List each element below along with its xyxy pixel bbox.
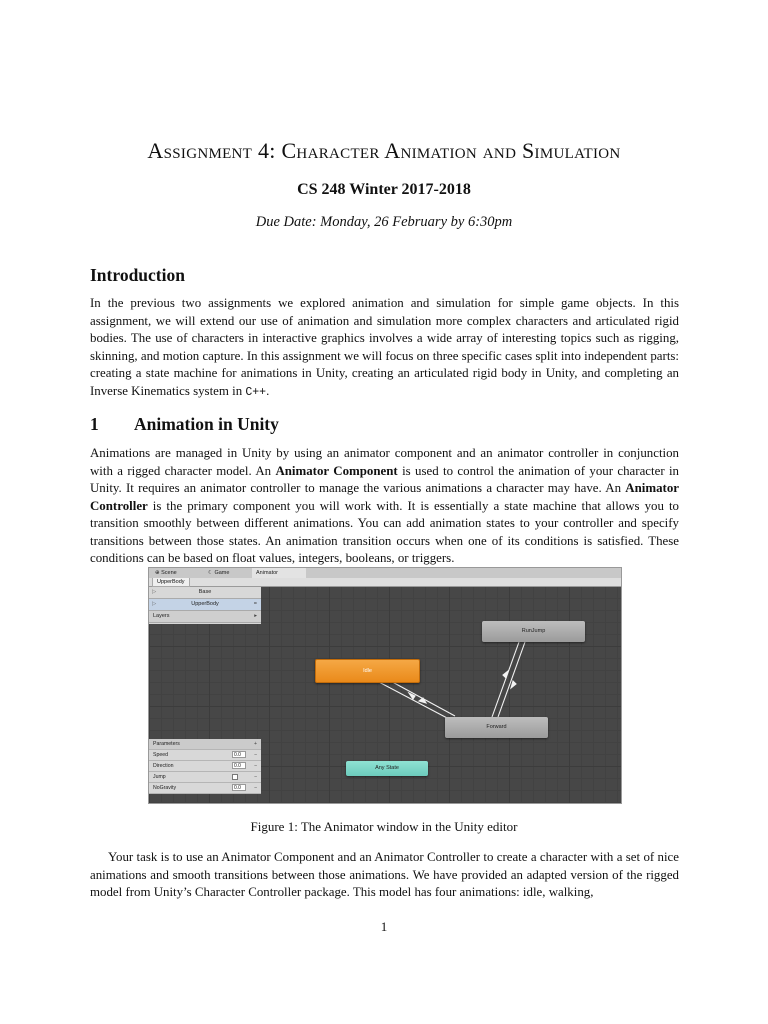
remove-parameter-icon[interactable]: − [253,774,257,780]
arrow-head-icon [419,698,426,703]
arrow-head-icon [503,671,508,678]
layer-label: UpperBody [191,601,219,607]
remove-parameter-icon[interactable]: − [253,763,257,769]
transition-runjump-forward [498,642,525,717]
remove-parameter-icon[interactable]: − [253,752,257,758]
chevron-right-icon: ▷ [152,589,157,595]
section-paragraph [90,445,679,568]
parameter-value-field[interactable]: 0.0 [232,784,246,791]
intro-text-end: . [266,383,270,398]
course-subtitle: CS 248 Winter 2017-2018 [297,181,471,198]
task-paragraph: Your task is to use an Animator Component and an Animator Controller to create a character with a set of nice animations and smooth transitions between those animations. We have provided an adapted version of the rigged model from Unity’s Character Controller package. This model has four animations: idle, walking, [90,850,679,899]
inline-code: C++ [245,385,267,399]
section-number: 1 [90,414,99,434]
parameter-name: Speed [153,752,169,758]
para-part-c: is the primary component you will work with. It is essentially a state machine that allows you to transition smoothly between different animations. You can add animation states to your controller and specify transitions between those states. An animation transition occurs when one of its conditions is satisfied. These conditions can be based on float values, integers, booleans, or triggers. [90,498,679,565]
layer-label: Base [198,589,212,595]
arrow-head-icon [511,681,516,688]
page-number: 1 [380,919,388,934]
add-parameter-icon[interactable]: + [253,741,257,747]
state-idle[interactable]: Idle [315,659,420,683]
para-part-a: Animations are managed in Unity by using an animator component and an animator controller in conjunction with a rigged character model. An [90,446,679,478]
section-title: Animation in Unity [134,414,279,434]
drag-handle-icon[interactable]: = [253,601,257,607]
tab-scene[interactable]: ⊕ Scene [155,570,177,576]
remove-parameter-icon[interactable]: − [253,785,257,791]
parameters-title: Parameters [153,741,180,747]
state-any-state[interactable]: Any State [346,761,428,776]
intro-text: In the previous two assignments we explored animation and simulation for simple game objects. In this assignment, we will extend our use of animation and simulation more complex characters and articulated rigid bodies. The use of characters in interactive graphics involves a wide array of interesting topics such as rigging, skinning, and motion capture. In this assignment we will focus on three specific cases split into independent parts: creating a state machine for animations in Unity, creating an articulated rigid body in Unity, and completing an Inverse Kinematics system in [90,296,679,398]
layers-footer-label: Layers [153,613,170,619]
expand-icon[interactable]: ▸ [254,613,257,619]
parameter-name: Direction [153,763,174,769]
parameter-value-field[interactable]: 0.0 [232,762,246,769]
state-forward[interactable]: Forward [445,717,548,738]
due-date: Due Date: Monday, 26 February by 6:30pm [255,214,513,230]
section-heading [90,414,279,435]
parameter-name: NoGravity [153,785,177,791]
parameter-value-field[interactable]: 0.0 [232,751,246,758]
intro-heading: Introduction [90,265,185,285]
tab-game[interactable]: ☾ Game [208,570,230,576]
tab-animator[interactable]: Animator [252,568,306,578]
breadcrumb-upperbody[interactable]: UpperBody [152,578,190,587]
parameter-name: Jump [153,774,166,780]
state-runjump[interactable]: RunJump [482,621,585,642]
animator-figure [148,567,622,804]
transition-forward-idle [385,678,455,716]
term-animator-component: Animator Component [275,463,398,478]
figure-caption: Figure 1: The Animator window in the Unity editor [250,819,518,834]
transition-forward-runjump [492,642,519,717]
intro-paragraph [90,295,679,401]
transition-idle-forward [377,681,449,719]
para-part-b: is used to control the animation of your character in Unity. It requires an animator controller to manage the various animations a character may have. An [90,463,679,495]
chevron-right-icon: ▷ [152,601,157,607]
document-title: Assignment 4: Character Animation and Simulation [147,138,621,163]
term-animator-controller: Animator Controller [90,481,679,513]
